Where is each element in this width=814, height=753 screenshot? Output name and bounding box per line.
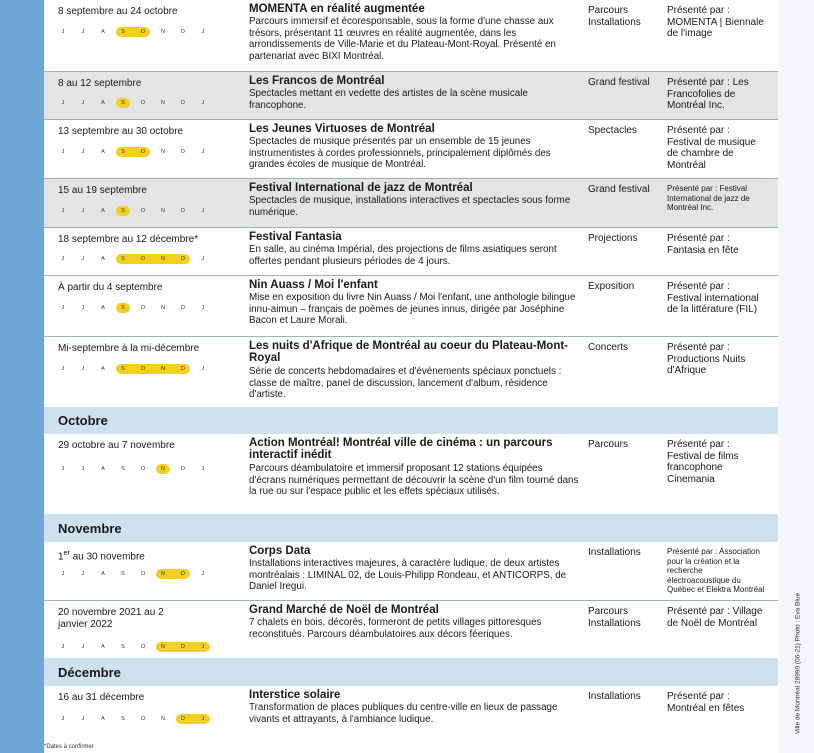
month-letter: A [101,466,105,472]
month-letter: J [81,644,85,650]
month-letter: O [140,366,146,372]
month-letter: A [101,29,105,35]
section-header-novembre [44,514,778,542]
month-letter: J [81,571,85,577]
month-timeline [58,27,228,37]
month-letter: J [61,366,65,372]
month-letter: S [121,305,125,311]
event-presenter: Présenté par : Village de Noël de Montréal [667,606,763,629]
month-letter: N [161,571,165,577]
month-letter: J [201,644,205,650]
month-letter: O [140,305,146,311]
month-letter: N [161,305,165,311]
table-row [44,276,778,336]
month-letter: O [140,208,146,214]
event-date: 20 novembre 2021 au 2 janvier 2022 [58,607,164,630]
event-type: Installations [588,691,641,702]
month-letter: J [201,149,205,155]
month-letter: A [101,716,105,722]
event-date: 29 octobre au 7 novembre [58,440,175,451]
month-letter: O [140,466,146,472]
event-type: Spectacles [588,125,637,136]
event-presenter: Présenté par : Festival de films francophone Cinemania [667,439,739,485]
month-letter: A [101,644,105,650]
table-row [44,601,778,658]
month-letter: J [201,305,205,311]
event-presenter: Présenté par : Festival de musique de chambre de Montréal [667,125,756,171]
event-type: Parcours Installations [588,606,641,629]
month-letter: D [181,29,185,35]
month-timeline [58,147,228,157]
month-letter: S [121,716,125,722]
month-letter: J [61,208,65,214]
event-date: À partir du 4 septembre [58,282,163,293]
event-title: Grand Marché de Noël de Montréal [249,604,439,616]
month-letter: O [140,29,146,35]
event-date: Mi-septembre à la mi-décembre [58,343,200,354]
month-letter: J [201,366,205,372]
month-letter: J [81,149,85,155]
event-description: Installations interactives majeures, à caractère ludique, de deux artistes montréalais : LIMINAL 02, de Louis-Philipp Rondeau, et ANTICORPS, de Daniel Iregui. [249,558,567,592]
left-frame-band [0,0,44,753]
month-letter: S [121,256,125,262]
month-letter: D [181,100,185,106]
photo-credit: Ville de Montréal 28990 (06-21) Photo : Eva Blue [794,592,802,735]
month-letter: O [140,256,146,262]
month-timeline [58,303,228,313]
month-letter: D [181,305,185,311]
month-timeline [58,254,228,264]
month-letter: J [61,305,65,311]
table-row [44,179,778,227]
month-letter: A [101,571,105,577]
month-letter: O [140,100,146,106]
month-letter: J [81,716,85,722]
month-letter: N [161,366,165,372]
month-letter: J [61,100,65,106]
month-letter: J [61,29,65,35]
month-letter: S [121,366,125,372]
event-date: 15 au 19 septembre [58,185,147,196]
event-type: Parcours Installations [588,5,641,28]
event-type: Installations [588,547,641,558]
event-type: Parcours [588,439,629,450]
event-title: Interstice solaire [249,689,341,701]
month-letter: J [61,466,65,472]
month-letter: J [201,208,205,214]
month-letter: S [121,644,125,650]
month-letter: D [181,466,185,472]
table-row [44,228,778,275]
event-title: Festival Fantasia [249,231,342,243]
table-row [44,434,778,514]
month-timeline [58,364,228,374]
month-letter: N [161,256,165,262]
footnote: *Dates à confirmer [44,744,94,750]
event-date: 16 au 31 décembre [58,692,145,703]
event-type: Exposition [588,281,635,292]
month-letter: O [140,149,146,155]
month-timeline [58,642,228,652]
event-description: Spectacles de musique présentés par un ensemble de 15 jeunes instrumentistes à cordes professionnels, principalement diplômés des grandes écoles de musique de Montréal. [249,136,551,170]
month-letter: J [201,466,205,472]
month-letter: N [161,29,165,35]
event-presenter: Présenté par : Festival international de la littérature (FIL) [667,281,759,315]
month-letter: O [140,644,146,650]
month-letter: S [121,466,125,472]
month-letter: J [201,256,205,262]
month-letter: S [121,571,125,577]
table-row [44,686,778,743]
month-letter: A [101,208,105,214]
event-description: Mise en exposition du livre Nin Auass / Moi l'enfant, une anthologie bilingue innu-aimun – français de poèmes de jeunes innus, dirigée par Joséphine Bacon et Laure Morali. [249,292,576,326]
month-letter: J [61,256,65,262]
month-letter: O [140,716,146,722]
month-letter: D [181,149,185,155]
event-description: Parcours immersif et écoresponsable, sous la forme d'une chasse aux trésors, présentant 11 œuvres en réalité augmentée, dans les arrondissements de Ville-Marie et du Plateau-Mont-Royal. Présenté en partenariat avec BIXI Montréal. [249,16,556,62]
month-letter: N [161,100,165,106]
month-letter: N [161,466,165,472]
month-letter: N [161,716,165,722]
table-row [44,337,778,407]
month-letter: A [101,256,105,262]
event-description: Parcours déambulatoire et immersif proposant 12 stations équipées d'écrans numériques permettant de découvrir la scène d'un film tourné dans la rue ou sur l'espace public et les effets spéciaux utilisés. [249,463,579,497]
month-letter: D [181,256,185,262]
event-description: Transformation de places publiques du centre-ville en lieux de passage vivants et attrayants, à l'ambiance ludique. [249,702,558,725]
month-letter: J [61,644,65,650]
month-letter: J [61,716,65,722]
month-letter: D [181,208,185,214]
month-timeline [58,98,228,108]
month-letter: D [181,644,185,650]
month-letter: O [140,571,146,577]
event-title: Les Jeunes Virtuoses de Montréal [249,123,435,135]
event-presenter: Présenté par : Les Francofolies de Montréal Inc. [667,77,749,111]
event-presenter: Présenté par : Festival International de jazz de Montréal Inc. [667,184,750,212]
month-letter: J [81,305,85,311]
month-letter: N [161,208,165,214]
month-letter: J [201,571,205,577]
section-title: Octobre [58,413,108,428]
event-type: Projections [588,233,638,244]
month-letter: J [201,100,205,106]
event-date: 1er au 30 novembre [58,550,145,563]
month-letter: S [121,149,125,155]
month-letter: S [121,100,125,106]
event-date: 13 septembre au 30 octobre [58,126,184,137]
month-letter: J [61,571,65,577]
month-letter: J [61,149,65,155]
event-type: Grand festival [588,184,650,195]
section-header-octobre [44,407,778,434]
table-row [44,542,778,600]
month-letter: A [101,100,105,106]
event-type: Grand festival [588,77,650,88]
event-presenter: Présenté par : Fantasia en fête [667,233,739,256]
event-presenter: Présenté par : Montréal en fêtes [667,691,745,714]
table-row [44,72,778,119]
event-description: Série de concerts hebdomadaires et d'événements spéciaux ponctuels : classe de maître, panel de discussion, lancement d'album, résidence d'artiste. [249,366,562,400]
month-letter: N [161,644,165,650]
month-letter: J [81,29,85,35]
month-letter: J [81,466,85,472]
event-description: Spectacles de musique, installations interactives et spectacles sous forme numérique. [249,195,571,218]
month-letter: J [81,256,85,262]
table-row [44,0,778,71]
month-letter: S [121,208,125,214]
month-letter: N [161,149,165,155]
event-description: Spectacles mettant en vedette des artistes de la scène musicale francophone. [249,88,528,111]
month-letter: J [201,716,205,722]
month-letter: D [181,366,185,372]
event-type: Concerts [588,342,629,353]
event-title: Corps Data [249,545,311,557]
event-title: Festival International de jazz de Montréal [249,182,473,194]
month-letter: J [201,29,205,35]
month-letter: S [121,29,125,35]
event-description: 7 chalets en bois, décorés, formeront de petits villages pittoresques reconstitués. Parcours déambulatoires aux décors féeriques. [249,617,542,640]
month-timeline [58,464,228,474]
table-row [44,120,778,178]
event-date: 8 septembre au 24 octobre [58,6,178,17]
event-title: Action Montréal! Montréal ville de cinéma : un parcours interactif inédit [249,437,553,461]
event-title: Les Francos de Montréal [249,75,385,87]
event-calendar-table [44,0,778,743]
section-title: Décembre [58,665,121,680]
event-description: En salle, au cinéma Impérial, des projections de films asiatiques seront offertes pendant plusieurs périodes de 4 jours. [249,244,557,267]
event-title: Les nuits d'Afrique de Montréal au coeur du Plateau-Mont-Royal [249,340,569,364]
event-presenter: Présenté par : Productions Nuits d'Afrique [667,342,746,376]
month-timeline [58,206,228,216]
month-timeline [58,569,228,579]
event-presenter: Présenté par : Association pour la création et la recherche électroacoustique du Québec et Elektra Montréal [667,547,765,594]
month-letter: A [101,305,105,311]
month-timeline [58,714,228,724]
month-letter: D [181,716,185,722]
month-letter: A [101,149,105,155]
event-presenter: Présenté par : MOMENTA | Biennale de l'image [667,5,764,39]
month-letter: J [81,208,85,214]
event-title: Nin Auass / Moi l'enfant [249,279,378,291]
section-header-decembre [44,658,778,686]
month-letter: J [81,100,85,106]
month-letter: J [81,366,85,372]
event-date: 18 septembre au 12 décembre* [58,234,199,245]
event-title: MOMENTA en réalité augmentée [249,3,425,15]
event-date: 8 au 12 septembre [58,78,142,89]
month-letter: D [181,571,185,577]
section-title: Novembre [58,521,122,536]
month-letter: A [101,366,105,372]
